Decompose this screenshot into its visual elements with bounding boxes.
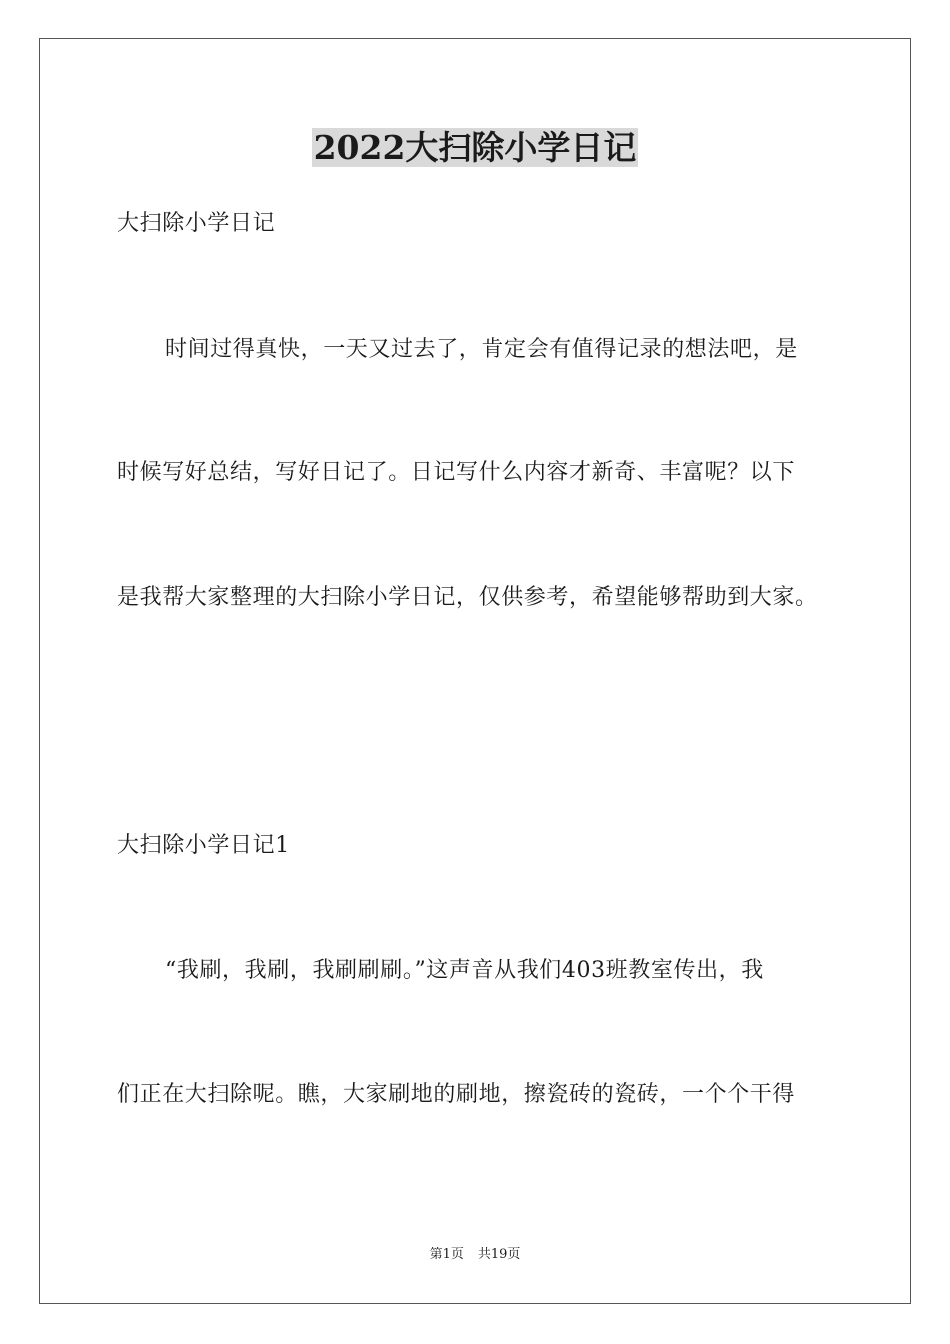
intro-heading: 大扫除小学日记 <box>117 211 276 236</box>
intro-paragraph-line-3: 是我帮大家整理的大扫除小学日记，仅供参考，希望能够帮助到大家。 <box>117 585 818 610</box>
page-number: 第1页 <box>429 1247 464 1262</box>
document-title-text: 2022大扫除小学日记 <box>313 128 637 167</box>
page-total: 共19页 <box>477 1247 521 1262</box>
section1-paragraph-line-1: “我刷，我刷，我刷刷刷。”这声音从我们403班教室传出，我 <box>165 958 764 983</box>
section1-heading: 大扫除小学日记1 <box>117 833 290 858</box>
section1-paragraph-line-2: 们正在大扫除呢。瞧，大家刷地的刷地，擦瓷砖的瓷砖，一个个干得 <box>117 1082 796 1107</box>
intro-paragraph-line-2: 时候写好总结，写好日记了。日记写什么内容才新奇、丰富呢？以下 <box>117 460 796 485</box>
document-title <box>0 126 950 170</box>
intro-paragraph-line-1: 时间过得真快，一天又过去了，肯定会有值得记录的想法吧，是 <box>165 337 798 362</box>
page-footer <box>0 1246 950 1264</box>
